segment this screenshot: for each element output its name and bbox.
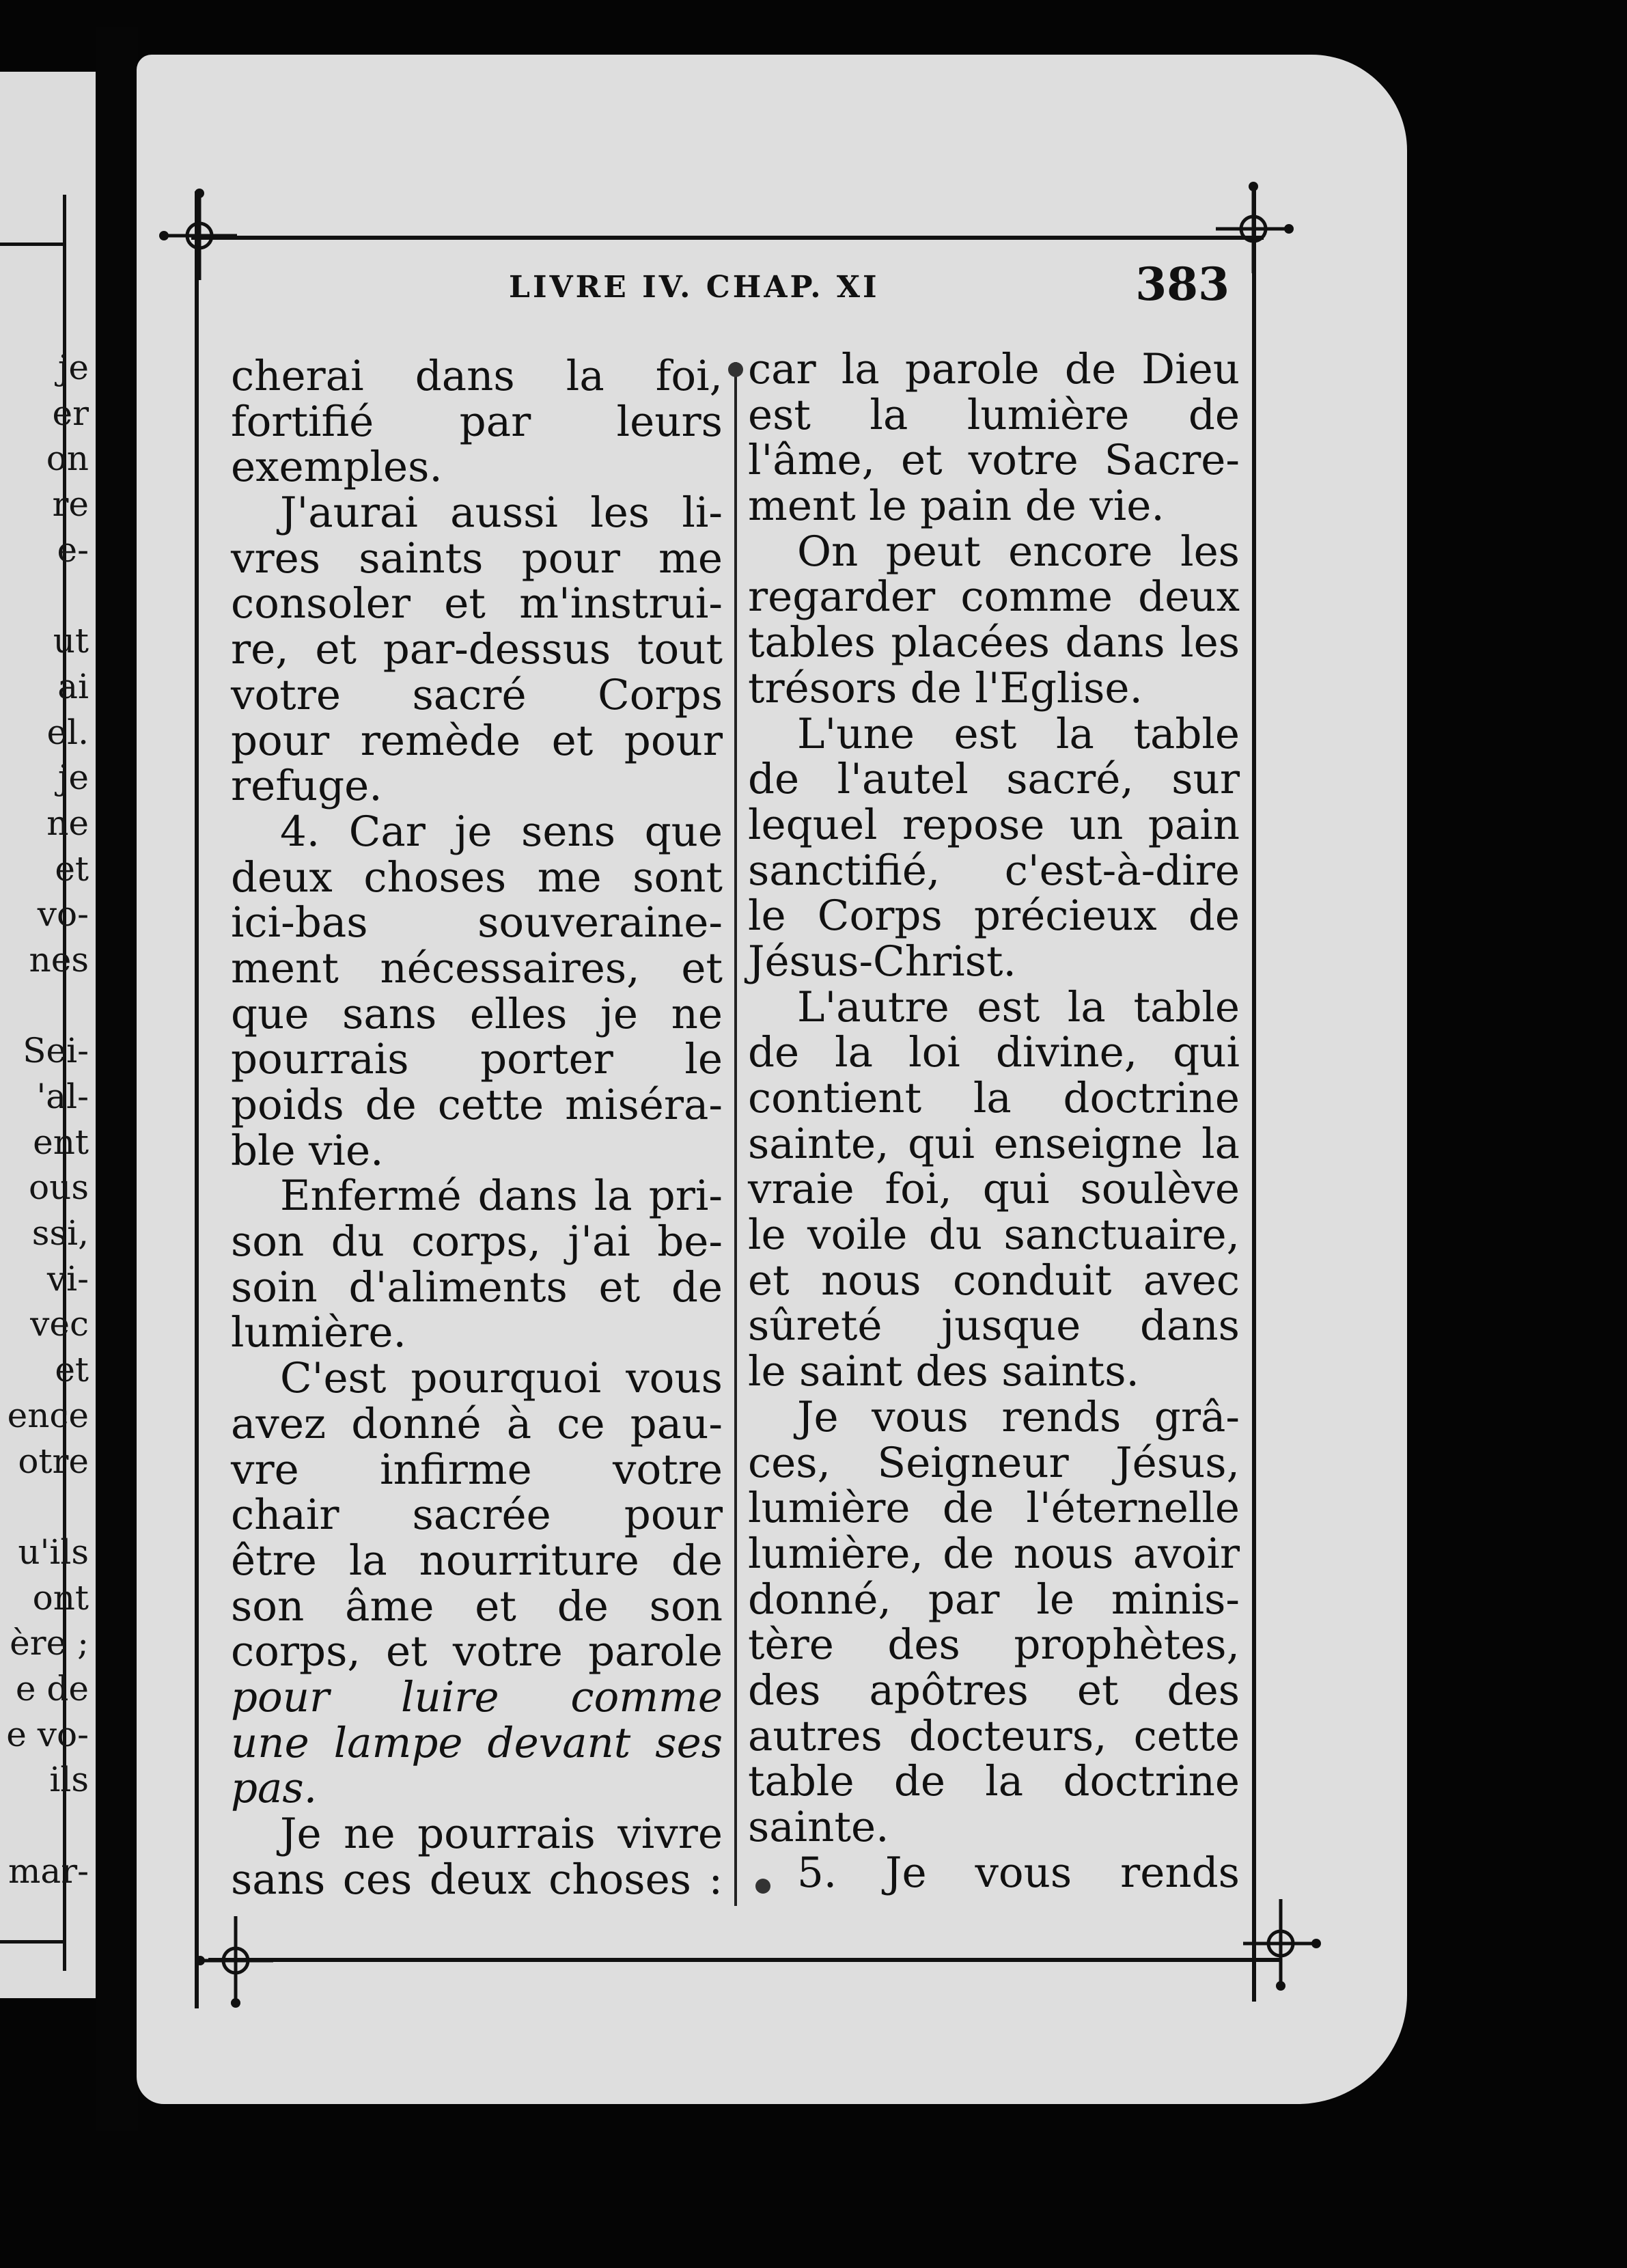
- facing-page-fragment: Sei-: [23, 1031, 89, 1071]
- facing-page-fragment: u'ils: [18, 1532, 89, 1572]
- facing-page-fragment: [0, 983, 89, 1029]
- text-line: de l'autel sacré, sur: [748, 755, 1240, 804]
- text-line: On peut encore les: [797, 527, 1240, 576]
- facing-page-fragment: ence: [7, 1395, 89, 1435]
- text-line: le saint des saints.: [748, 1347, 1139, 1396]
- text-line: lequel repose un pain: [748, 800, 1240, 849]
- text-line: refuge.: [231, 762, 383, 811]
- facing-page-fragment: e vo-: [6, 1714, 89, 1754]
- text-line: vres saints pour me: [231, 534, 723, 583]
- text-line: exemples.: [231, 443, 443, 492]
- text-line: fortifié par leurs: [231, 397, 723, 446]
- book-gutter: [96, 27, 138, 2131]
- facing-page-fragment: e de: [15, 1668, 89, 1709]
- text-line: pour luire comme: [231, 1672, 723, 1721]
- text-line: son âme et de son: [231, 1581, 723, 1631]
- facing-page-fragment: ut: [53, 621, 89, 661]
- text-line: L'une est la table: [797, 709, 1240, 758]
- text-line: lumière.: [231, 1308, 406, 1357]
- divider-top-dot-icon: [728, 362, 743, 377]
- text-column-left: [231, 354, 723, 1903]
- facing-page-fragment: et: [55, 1350, 89, 1390]
- text-line: ici-bas souveraine-: [231, 898, 723, 948]
- facing-page-fragment: et: [55, 848, 89, 889]
- facing-page-fragment: el.: [46, 712, 89, 752]
- text-line: ble vie.: [231, 1126, 384, 1175]
- text-line: Je ne pourrais vivre: [280, 1810, 723, 1858]
- text-line: vre infirme votre: [231, 1445, 723, 1494]
- text-line: de la loi divine, qui: [748, 1028, 1240, 1077]
- text-line: table de la doctrine: [748, 1757, 1240, 1806]
- text-line: votre sacré Corps: [231, 670, 723, 719]
- text-line: est la lumière de: [748, 390, 1240, 439]
- text-line: le Corps précieux de: [748, 891, 1240, 941]
- text-line: pourrais porter le: [231, 1035, 723, 1084]
- text-line: des apôtres et des: [748, 1665, 1240, 1715]
- text-line: sainte.: [748, 1803, 889, 1851]
- text-line: lumière, de nous avoir: [748, 1529, 1240, 1578]
- facing-page-text-fragments: [0, 345, 89, 1894]
- text-line: trésors de l'Eglise.: [748, 663, 1143, 713]
- facing-page-fragment: [0, 1484, 89, 1530]
- facing-page-fragment: ai: [57, 666, 89, 706]
- facing-page-fragment: ère ;: [10, 1623, 89, 1663]
- text-line: autres docteurs, cette: [748, 1711, 1240, 1760]
- text-line: L'autre est la table: [797, 982, 1240, 1032]
- facing-page-fragment: nes: [29, 939, 89, 980]
- text-line: sûreté jusque dans: [748, 1301, 1240, 1351]
- facing-page-fragment: vo-: [37, 894, 89, 935]
- text-line: 5. Je vous rends: [797, 1848, 1240, 1897]
- text-line: son du corps, j'ai be-: [231, 1217, 723, 1267]
- text-line: deux choses me sont: [231, 853, 723, 902]
- facing-page-fragment: ssi,: [31, 1213, 89, 1254]
- text-line: corps, et votre parole: [231, 1627, 723, 1676]
- text-line: soin d'aliments et de: [231, 1262, 723, 1312]
- text-line: l'âme, et votre Sacre-: [748, 436, 1240, 485]
- running-head: LIVRE IV. CHAP. XI: [509, 270, 880, 305]
- facing-page-fragment: er: [52, 393, 89, 433]
- text-line: J'aurai aussi les li-: [280, 488, 723, 538]
- facing-page-fragment: ent: [33, 1122, 89, 1162]
- text-line: vraie foi, qui soulève: [748, 1165, 1240, 1214]
- text-line: consoler et m'instrui-: [231, 579, 723, 628]
- text-line: avez donné à ce pau-: [231, 1399, 723, 1448]
- facing-page-fragment: re: [52, 484, 89, 525]
- text-line: 4. Car je sens que: [280, 807, 723, 856]
- facing-page-fragment: ne: [46, 803, 89, 843]
- facing-page-frame-top: [0, 243, 66, 246]
- text-line: re, et par-dessus tout: [231, 625, 723, 674]
- page-frame-bottom-rule: [208, 1958, 1281, 1962]
- facing-page-fragment: [0, 572, 89, 618]
- text-line: ces, Seigneur Jésus,: [748, 1438, 1240, 1487]
- facing-page-fragment: 'al-: [36, 1077, 89, 1116]
- text-line: une lampe devant ses: [231, 1718, 723, 1767]
- column-divider: [734, 362, 737, 1906]
- text-line: tère des prophètes,: [748, 1620, 1240, 1670]
- page-frame-right-rule: [1252, 184, 1256, 2002]
- text-line: cherai dans la foi,: [231, 352, 723, 400]
- facing-page-fragment: [0, 1803, 89, 1849]
- text-line: et nous conduit avec: [748, 1256, 1240, 1305]
- text-line: pas.: [231, 1764, 318, 1813]
- text-line: Enfermé dans la pri-: [280, 1172, 723, 1221]
- page-number: 383: [1135, 258, 1229, 311]
- facing-page-frame-bottom: [0, 1940, 66, 1944]
- page-frame-top-rule: [191, 236, 1264, 240]
- facing-page-fragment: ils: [49, 1760, 89, 1800]
- text-line: car la parole de Dieu: [748, 345, 1240, 393]
- text-line: pour remède et pour: [231, 716, 723, 765]
- text-line: tables placées dans les: [748, 618, 1240, 667]
- facing-page-fragment: vi-: [46, 1258, 89, 1299]
- facing-page-fragment: je: [57, 348, 89, 387]
- facing-page-fragment: vec: [30, 1304, 89, 1344]
- text-line: Je vous rends grâ-: [797, 1392, 1240, 1441]
- facing-page-fragment: ous: [29, 1167, 89, 1208]
- text-line: ment le pain de vie.: [748, 482, 1165, 531]
- text-line: chair sacrée pour: [231, 1491, 723, 1540]
- text-line: Jésus-Christ.: [748, 937, 1016, 986]
- text-column-right: [748, 347, 1240, 1896]
- text-line: poids de cette miséra-: [231, 1081, 723, 1129]
- page-frame-left-rule: [195, 191, 199, 2008]
- facing-page-fragment: e-: [57, 529, 89, 570]
- text-line: C'est pourquoi vous: [280, 1354, 723, 1403]
- page-header: [205, 258, 1229, 311]
- text-line: sainte, qui enseigne la: [748, 1119, 1240, 1168]
- facing-page-fragment: je: [57, 758, 89, 798]
- text-line: regarder comme deux: [748, 572, 1240, 622]
- corner-ornament-bottom-right-icon: [1240, 1896, 1322, 1991]
- text-line: sanctifié, c'est-à-dire: [748, 846, 1240, 895]
- text-line: ment nécessaires, et: [231, 943, 723, 993]
- facing-page-fragment: mar-: [8, 1851, 89, 1891]
- text-line: le voile du sanctuaire,: [748, 1211, 1240, 1260]
- text-line: être la nourriture de: [231, 1536, 723, 1585]
- text-line: contient la doctrine: [748, 1074, 1240, 1122]
- facing-page-fragment: otre: [18, 1441, 89, 1481]
- facing-page-fragment: on: [46, 439, 89, 479]
- text-line: que sans elles je ne: [231, 989, 723, 1038]
- corner-ornament-bottom-left-icon: [195, 1913, 277, 2008]
- text-line: lumière de l'éternelle: [748, 1484, 1240, 1533]
- text-line: sans ces deux choses :: [231, 1855, 723, 1904]
- facing-page-fragment: ont: [32, 1577, 89, 1618]
- text-line: donné, par le minis-: [748, 1575, 1240, 1624]
